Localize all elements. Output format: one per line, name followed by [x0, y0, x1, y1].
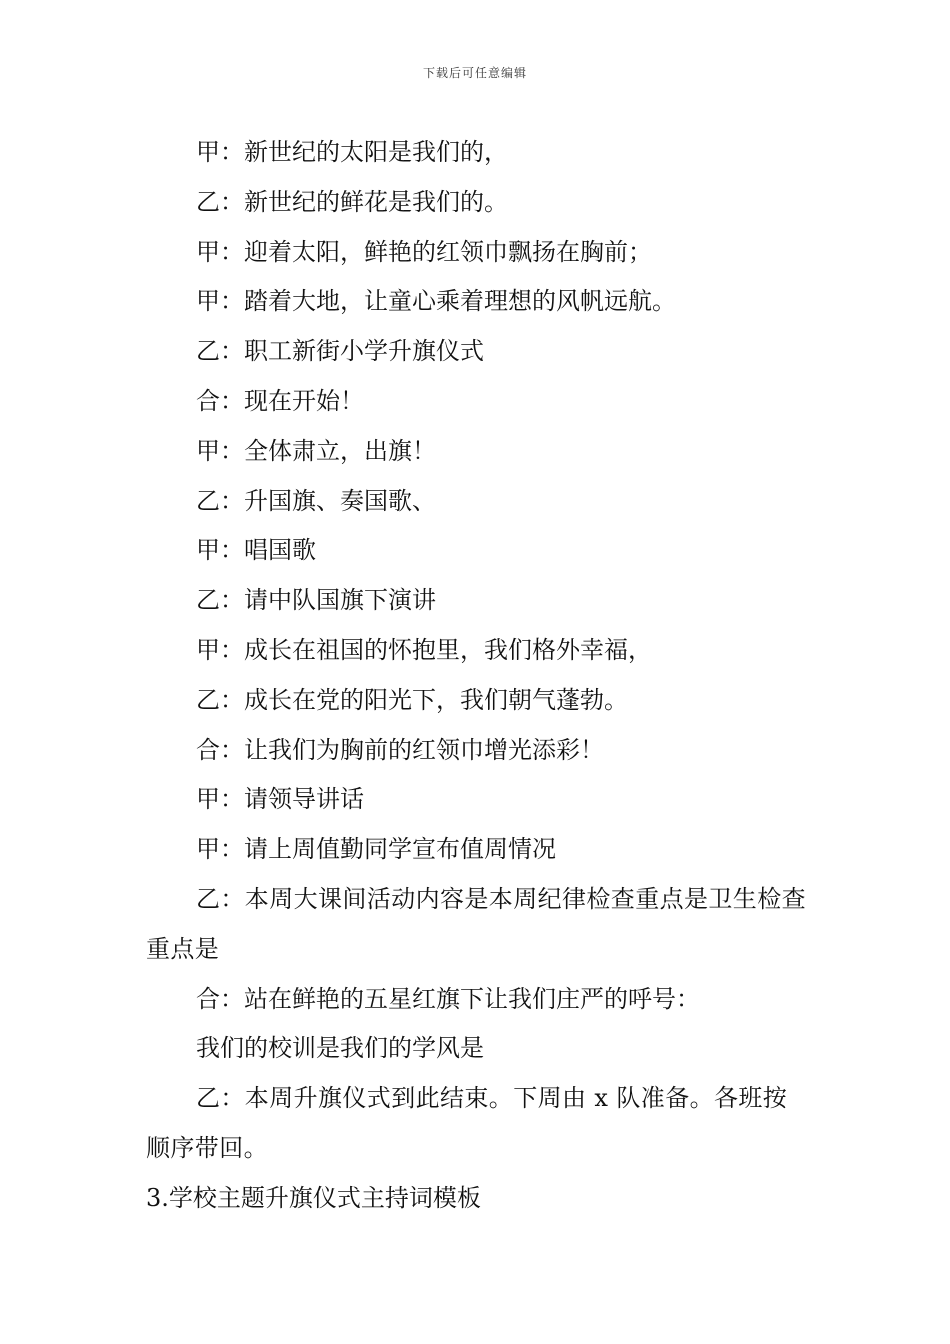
script-line: 我们的校训是我们的学风是 [196, 1034, 484, 1063]
script-line: 乙：职工新街小学升旗仪式 [196, 337, 484, 366]
script-line: 甲：请上周值勤同学宣布值周情况 [196, 835, 556, 864]
script-line: 乙：请中队国旗下演讲 [196, 586, 436, 615]
script-line: 甲：成长在祖国的怀抱里，我们格外幸福， [196, 635, 652, 664]
script-line: 乙：成长在党的阳光下，我们朝气蓬勃。 [196, 685, 628, 714]
document-body [146, 128, 810, 1224]
script-line: 合：现在开始！ [196, 386, 364, 415]
script-line: 合：让我们为胸前的红领巾增光添彩！ [196, 735, 604, 764]
script-line: 甲：请领导讲话 [196, 785, 364, 814]
script-line: 乙：升国旗、奏国歌、 [196, 486, 436, 515]
script-paragraph: 乙：本周大课间活动内容是本周纪律检查重点是卫生检查重点是 [146, 884, 806, 963]
script-line: 乙：新世纪的鲜花是我们的。 [196, 187, 508, 216]
section-heading: 3.学校主题升旗仪式主持词模板 [146, 1183, 481, 1212]
page-header: 下载后可任意编辑 [422, 66, 527, 80]
script-line: 甲：唱国歌 [196, 536, 316, 565]
script-line: 甲：迎着太阳，鲜艳的红领巾飘扬在胸前； [196, 237, 652, 266]
script-paragraph: 乙：本周升旗仪式到此结束。下周由 x 队准备。各班按顺序带回。 [146, 1084, 788, 1162]
script-line: 甲：新世纪的太阳是我们的， [196, 138, 508, 166]
script-line: 甲：踏着大地，让童心乘着理想的风帆远航。 [196, 287, 676, 316]
script-line: 合：站在鲜艳的五星红旗下让我们庄严的呼号： [196, 984, 700, 1013]
script-line: 甲：全体肃立，出旗！ [196, 436, 436, 465]
